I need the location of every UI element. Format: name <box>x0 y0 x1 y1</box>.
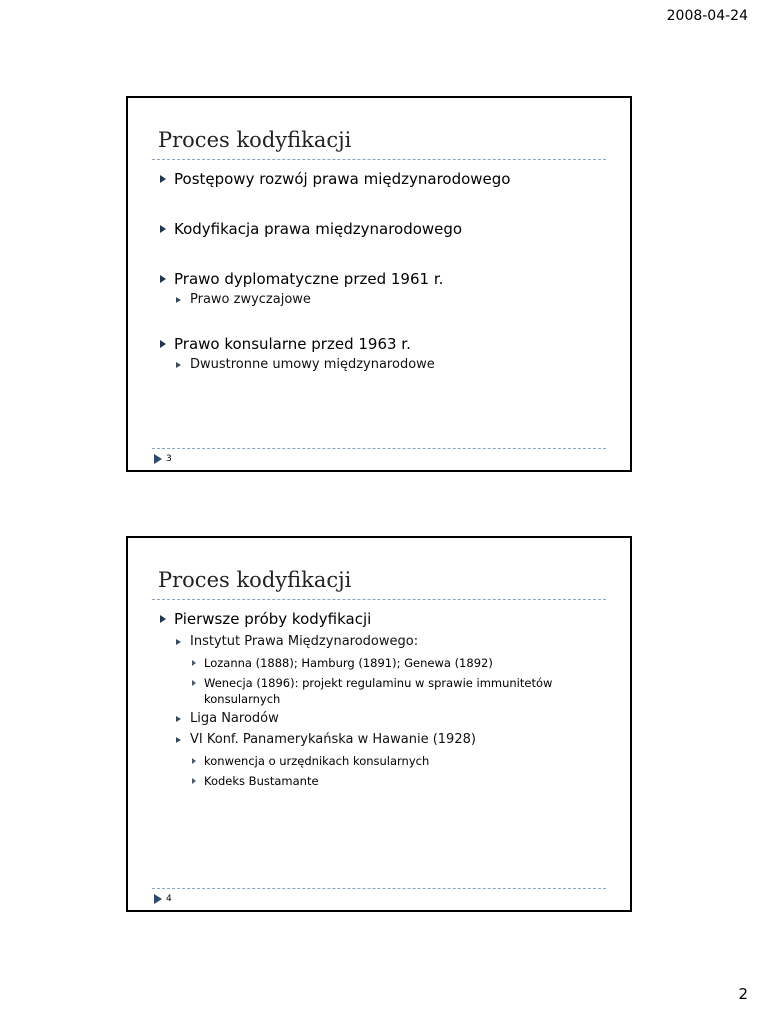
sub-sub-bullet-item <box>158 753 610 769</box>
sub-bullet-item <box>158 634 610 649</box>
bullet-arrow-icon <box>192 758 196 764</box>
bullet-arrow-icon <box>160 615 166 623</box>
bullet-text: Postępowy rozwój prawa międzynarodowego <box>174 170 511 188</box>
bullet-text: Prawo dyplomatyczne przed 1961 r. <box>174 270 444 288</box>
bullet-arrow-icon <box>160 275 166 283</box>
sub-bullet-item <box>158 292 610 307</box>
bullet-arrow-icon <box>176 297 181 303</box>
bullet-item <box>158 170 610 188</box>
bullet-arrow-icon <box>176 716 181 722</box>
bullet-arrow-icon <box>160 340 166 348</box>
sub-bullet-text: VI Konf. Panamerykańska w Hawanie (1928) <box>190 732 476 747</box>
sub-bullet-text: Dwustronne umowy międzynarodowe <box>190 357 435 372</box>
sub-sub-bullet-text: Wenecja (1896): projekt regulaminu w sprawie immunitetów konsularnych <box>204 676 553 706</box>
sub-sub-bullet-item <box>158 773 610 789</box>
page-number: 2 <box>738 985 748 1003</box>
title-divider <box>152 599 606 600</box>
sub-sub-bullet-text: konwencja o urzędnikach konsularnych <box>204 754 430 768</box>
bullet-arrow-icon <box>176 362 181 368</box>
slide-title: Proces kodyfikacji <box>158 128 352 152</box>
bullet-arrow-icon <box>160 225 166 233</box>
slide-4 <box>126 536 632 912</box>
bullet-list <box>158 170 610 400</box>
sub-bullet-item <box>158 732 610 747</box>
bullet-item <box>158 220 610 238</box>
bullet-text: Prawo konsularne przed 1963 r. <box>174 335 411 353</box>
slide-arrow-icon <box>154 454 162 464</box>
bullet-arrow-icon <box>160 175 166 183</box>
bullet-arrow-icon <box>192 660 196 666</box>
sub-sub-bullet-item <box>158 675 610 707</box>
sub-bullet-text: Instytut Prawa Międzynarodowego: <box>190 634 419 649</box>
bullet-text: Pierwsze próby kodyfikacji <box>174 610 372 628</box>
footer-divider <box>152 888 606 889</box>
bullet-list <box>158 610 610 793</box>
slide-number: 3 <box>166 454 172 464</box>
slide-arrow-icon <box>154 894 162 904</box>
bullet-item <box>158 270 610 288</box>
page-date: 2008-04-24 <box>666 8 748 24</box>
sub-sub-bullet-text: Lozanna (1888); Hamburg (1891); Genewa (1892) <box>204 656 493 670</box>
bullet-text: Kodyfikacja prawa międzynarodowego <box>174 220 463 238</box>
bullet-item <box>158 610 610 628</box>
bullet-arrow-icon <box>192 778 196 784</box>
bullet-item <box>158 335 610 353</box>
footer-divider <box>152 448 606 449</box>
title-divider <box>152 159 606 160</box>
bullet-arrow-icon <box>176 737 181 743</box>
sub-bullet-text: Prawo zwyczajowe <box>190 292 311 307</box>
slide-3 <box>126 96 632 472</box>
sub-bullet-item <box>158 711 610 726</box>
slide-number: 4 <box>166 894 172 904</box>
slide-title: Proces kodyfikacji <box>158 568 352 592</box>
sub-bullet-text: Liga Narodów <box>190 711 279 726</box>
sub-sub-bullet-item <box>158 655 610 671</box>
bullet-arrow-icon <box>176 639 181 645</box>
bullet-arrow-icon <box>192 680 196 686</box>
sub-bullet-item <box>158 357 610 372</box>
sub-sub-bullet-text: Kodeks Bustamante <box>204 774 319 788</box>
